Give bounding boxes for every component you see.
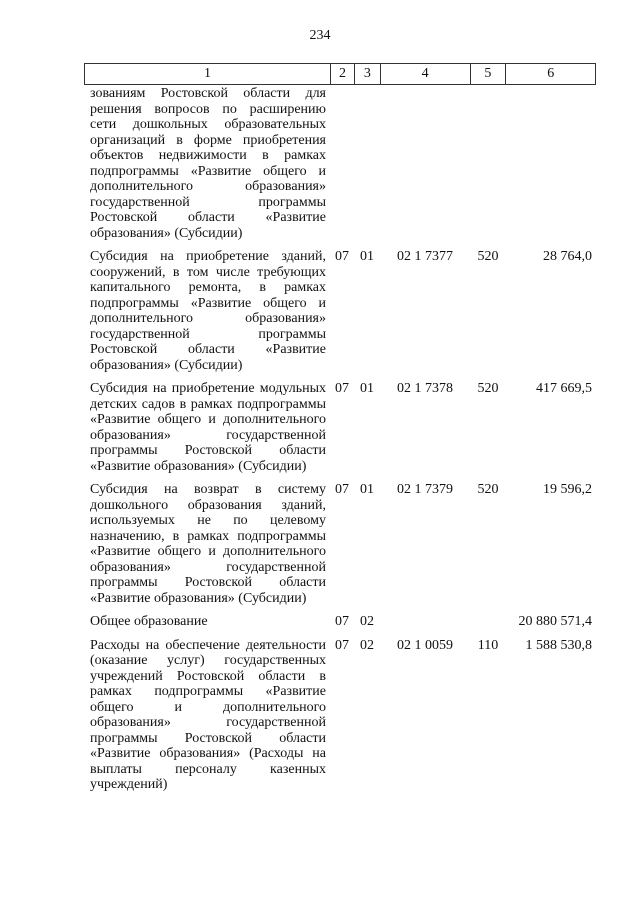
row-expense-type: 520 (477, 249, 499, 264)
row-subsection: 01 (360, 381, 374, 396)
table-row (84, 249, 596, 373)
row-amount (506, 86, 596, 241)
table-header (84, 63, 596, 85)
row-target-article: 02 1 7379 (397, 482, 453, 497)
row-description: Общее образование (90, 614, 208, 629)
table-row (84, 614, 596, 630)
row-amount: 1 588 530,8 (525, 637, 592, 653)
row-section: 07 (335, 637, 349, 653)
row-section: 07 (335, 381, 349, 396)
header-col-4: 4 (380, 64, 470, 84)
row-amount: 19 596,2 (543, 482, 592, 497)
row-description: Расходы на обеспечение деятельности (оказание услуг) государственных учреждений Ростовской области в рамках подпрограммы «Развитие общего и дополнительного образования» государственной программы Ростовской области «Развитие образования» (Расходы на выплаты персоналу казенных учреждений) (90, 637, 326, 792)
row-subsection: 01 (360, 482, 374, 497)
header-col-2: 2 (330, 64, 354, 84)
header-col-1: 1 (204, 66, 212, 81)
row-amount: 20 880 571,4 (518, 614, 592, 629)
row-section: 07 (335, 614, 349, 629)
table-row (84, 381, 596, 474)
row-expense-type: 110 (477, 637, 499, 653)
row-section: 07 (335, 249, 349, 264)
header-col-3: 3 (354, 64, 380, 84)
page-number: 234 (309, 28, 331, 43)
row-target-article: 02 1 7377 (397, 249, 453, 264)
row-section (330, 86, 354, 241)
row-amount: 28 764,0 (543, 249, 592, 264)
table-row (84, 86, 596, 241)
table-body (84, 86, 596, 793)
row-subsection (354, 86, 380, 241)
row-description: Субсидия на приобретение модульных детских садов в рамках подпрограммы «Развитие общего и дополнительного образования» государственной программы Ростовской области «Развитие образования» (Субсидии) (90, 381, 326, 474)
table-row (84, 638, 596, 793)
table-row (84, 482, 596, 606)
row-target-article (380, 86, 470, 241)
row-target-article: 02 1 0059 (397, 637, 453, 653)
row-expense-type: 520 (477, 381, 499, 396)
row-expense-type: 520 (477, 482, 499, 497)
row-expense-type (470, 614, 506, 630)
header-col-6: 6 (505, 64, 595, 84)
header-col-5: 5 (470, 64, 506, 84)
row-target-article: 02 1 7378 (397, 381, 453, 396)
row-subsection: 01 (360, 249, 374, 264)
row-expense-type (470, 86, 506, 241)
row-target-article (380, 614, 470, 630)
row-subsection: 02 (360, 614, 374, 629)
row-section: 07 (335, 482, 349, 497)
row-description: зованиям Ростовской области для решения вопросов по расширению сети дошкольных образовательных организаций в форме приобретения объектов недвижимости в рамках подпрограммы «Развитие общего и дополнительного образования» государственной программы Ростовской области «Развитие образования» (Субсидии) (90, 86, 326, 241)
row-amount: 417 669,5 (536, 381, 592, 396)
row-description: Субсидия на приобретение зданий, сооружений, в том числе требующих капитального ремонта, в рамках подпрограммы «Развитие общего и дополнительного образования» государственной программы Ростовской области «Развитие образования» (Субсидии) (90, 249, 326, 373)
row-description: Субсидия на возврат в систему дошкольного образования зданий, используемых не по целевому назначению, в рамках подпрограммы «Развитие общего и дополнительного образования» государственной программы Ростовской области «Развитие образования» (Субсидии) (90, 482, 326, 606)
row-subsection: 02 (360, 637, 374, 653)
